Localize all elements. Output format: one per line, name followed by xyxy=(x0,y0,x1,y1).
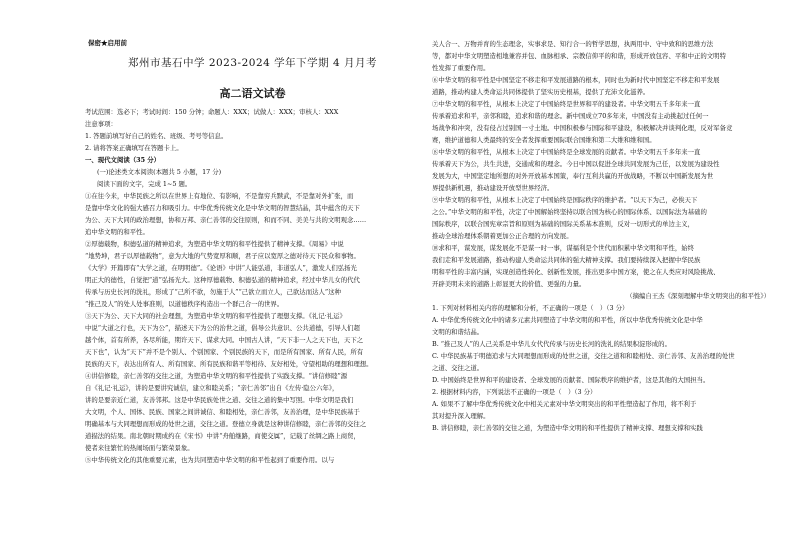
right-text-line: D. 中国始终是世界和平的建设者、全球发展的贡献者、国际秩序的维护者，这是其他的大国担当。 xyxy=(432,376,710,384)
left-text-line: 讲的是要亲近仁道，友善邻邦。这是中华民族处世之道、交往之道的集中写照。中华文明是我们 xyxy=(85,396,354,404)
note-1: 1. 答题前填写好自己的姓名、班级、考号等信息。 xyxy=(85,132,228,140)
left-text-line: 追中华文明的和平性。 xyxy=(85,228,149,236)
right-text-line: ⑥中华文明的和平性是中国坚定不移走和平发展道路的根本，同时也为新时代中国坚定不移走和平发展 xyxy=(432,76,720,84)
right-text-line: （摘编自王杰《深刻理解中华文明突出的和平性》） xyxy=(626,292,770,300)
section-instruction: 阅读下面的文字，完成 1~5 题。 xyxy=(97,180,192,188)
left-text-line: ①在往今来，中华民族之所以在世界上有地位、有影响，不是靠穷兵黩武，不是靠对外扩张，而 xyxy=(85,192,354,200)
right-text-line: ⑧中华文明的和平性，从根本上决定了中国始终是全球发展的贡献者。中华文明五千多年来一直 xyxy=(432,148,701,156)
left-text-line: 为公、天下大同的政治理想，协和万邦、亲仁善邻的交往原则，和而不同、美美与共的文明观念…… xyxy=(85,216,367,224)
right-text-line: 传承着追求和平，亲邻和睦，追求和谐的理念。新中国成立70多年来，中国没有主动挑起过任何一 xyxy=(432,112,709,120)
right-text-line: 性发挥了重要作用。 xyxy=(432,64,490,72)
right-text-line: 2. 根据材料内容，下列说法不正确的一项是（ ）（3 分） xyxy=(432,388,597,396)
left-text-line: 大文明，个人、国体、民族、国家之间讲诚信、和睦相处，亲仁善邻，友善治理，是中华民族基于 xyxy=(85,408,360,416)
right-text-line: 道路，推动构建人类命运共同体提供了坚实历史根基，提供了充沛文化滋养。 xyxy=(432,88,650,96)
right-text-line: B. 讲信修睦，亲仁善邻的交往之道，为塑造中华文明的和平性提供了精神支撑、理想支撑和实践 xyxy=(432,424,703,432)
exam-info xyxy=(85,106,420,190)
left-text-line: ④讲信修睦，亲仁善邻的交往之道，为塑造中华文明的和平性提供了实践支撑。“讲信修睦”源 xyxy=(85,372,348,380)
left-text-line: 道描法的结果。南北朝时期成约在《宋书》中讲“舟舶继路，商使交属”，记载了丝绸之路上商贸， xyxy=(85,432,360,440)
right-text-line: 文明的和谐结晶。 xyxy=(432,328,484,336)
right-text-line: 1. 下列对材料相关内容的理解和分析，不正确的一项是（ ）（3 分） xyxy=(432,304,629,312)
right-text-line: 界提供新机遇，推动建设开放型世界经济。 xyxy=(432,184,554,192)
right-text-line: ⑦中华文明的和平性，从根本上决定了中国始终是世界和平的建设者。中华文明五千多年来一直 xyxy=(432,100,701,108)
left-text-line: 天下也”，认为“天下”并不是个别人、个别国家、个别民族的天下，而是所有国家、所有人民，所有 xyxy=(85,348,364,356)
notes-title: 注意事项： xyxy=(85,120,117,128)
left-text-line: ②厚德载物，积德弘道的精神追求，为塑造中华文明的和平性提供了精神支撑。《周易》中说 xyxy=(85,240,344,248)
section-subheading: (一)论述类文本阅读(本题共 5 小题，17 分) xyxy=(97,168,222,176)
left-text-line: ⑤中华传统文化的其他重要元素，也为共同塑造中华文明的和平性起到了重要作用。以与 xyxy=(85,456,335,464)
right-text-line: 等，都对中华文明塑造相地兼容并包、血脉相承、宗教信仰平的和谐，形成开放包容、平和中正的文明特 xyxy=(432,52,726,60)
left-text-line: 越个体，首有所养，各尽所能，期许天下、谋求大同。中国古人讲，“天下非一人之天下也，天下之 xyxy=(85,336,364,344)
left-text-line: “地势坤，君子以厚德载物”，意为大地的气势宽厚和顺，君子应以宽厚之德对待天下民众和事物。 xyxy=(85,252,360,260)
right-text-line: 明和平性的丰富内涵，实现创造性转化、创新性发展，推出更多中国方案，使之在人类应对风险挑战、 xyxy=(432,268,720,276)
left-text-line: 中说“大道之行也，天下为公”，描述天下为公的治世之道，倡导公共意识、公共道德，引导人们超 xyxy=(85,324,360,332)
right-text-line: 场战争和冲突，没有侵占过别国一寸土地。中国积极参与国际和平建设，积极解决并谈判化理，反对军备竞 xyxy=(432,124,733,132)
left-text-line: 是靠中华文化的强大感召力和吸引力。中华优秀传统文化是中华文明的智慧结晶，其中蕴含的天下 xyxy=(85,204,360,212)
left-column-text xyxy=(85,190,420,466)
left-text-line: 使者来往繁忙的热闹场面与繁荣景象。 xyxy=(85,444,194,452)
left-text-line: 自《礼记·礼运》，讲的是要讲究诚信，建立和睦关系；“亲仁善邻”出自《左传·隐公六年》， xyxy=(85,384,339,392)
left-text-line: 传承与历史长河的洗礼，形成了“己所不欲，勿施于人”“己欲立而立人，己欲达而达人”这种 xyxy=(85,288,341,296)
right-text-line: 发展为大，中国坚定地所想的对外开放基本国策，奉行互利共赢的开放战略，不断以中国新发展为世 xyxy=(432,172,714,180)
left-text-line: 《大学》开篇即有“大学之道，在明明德”。《论语》中讲“人能弘道，非道弘人”，激发人们弘扬光 xyxy=(85,264,357,272)
exam-title: 郑州市基石中学 2023-2024 学年下学期 4 月月考 xyxy=(127,57,378,69)
confidential-mark: 保密★启用前 xyxy=(88,39,127,47)
right-text-line: 开辟美明未来的道路上彰显更大的价值、更强的力量。 xyxy=(432,280,586,288)
section-heading: 一、现代文阅读（35 分） xyxy=(85,156,161,164)
left-text-line: 明确基本与大同理想而形成的处世之道，交往之道。登德立身就是这种讲信修睦，亲仁善邻的交往之 xyxy=(85,420,367,428)
right-text-line: A. 如果不了解中华优秀传统文化中相关元素对中华文明突出的和平性塑造起了作用，将不利于 xyxy=(432,400,697,408)
right-text-line: 赛，维护道德和人类最终的安全者发挥重要国际联合国维和第二大维和维和国。 xyxy=(432,136,656,144)
right-text-line: C. 中华民族基于明德追求与大同理想而形成的处世之道，交往之道和和睦相处、亲仁善邻、友善治理的处世 xyxy=(432,352,735,360)
note-2: 2. 请将答案正确填写在答题卡上。 xyxy=(85,144,183,152)
exam-info-line: 考试范围：选必下；考试时间：150 分钟；命题人：XXX；试做人：XXX；审核人：XXX xyxy=(85,108,339,116)
left-text-line: 明正大的德性，自觉把“道”弘扬光大。这种厚德载物、积德弘道的精神追求，经过中华儿女的代代 xyxy=(85,276,360,284)
right-text-line: ⑨中华文明的和平性，从根本上决定了中国始终是国际秩序的维护者。“以天下为己，必俟天下 xyxy=(432,196,698,204)
right-text-line: 推动全球治理体系朝着更加公正合理的方向发展。 xyxy=(432,232,573,240)
left-text-line: ③天下为公、天下大同的社会理想，为塑造中华文明的和平性提供了理想支撑。《礼记·礼运》 xyxy=(85,312,346,320)
left-text-line: “推己及人”的处人处事准则，以道德秩序构造出一个群己合一的世界。 xyxy=(85,300,284,308)
right-text-line: 之道、交往之道。 xyxy=(432,364,484,372)
right-text-line: ⑩求和平，谋发展，谋发展化不是谋一时一事，谋福利是个世代而积累中华文明和平性，始终 xyxy=(432,244,695,252)
right-text-line: B. “推己及人”的人己关系是中华儿女代代传承与历史长河的洗礼的结果积淀形成的。 xyxy=(432,340,671,348)
right-text-line: A. 中华优秀传统文化中的诸多元素共同塑造了中华文明的和平性，所以中华优秀传统文化是中华 xyxy=(432,316,703,324)
right-text-line: 我们走和平发展道路，推动构建人类命运共同体的强大精神支撑。我们要持续深入把握中华民族 xyxy=(432,256,701,264)
right-text-line: 传承着天下为公，共生共进，交通成和的理念。今日中国以促进全球共同发展为己任，以发展为建设性 xyxy=(432,160,720,168)
right-text-line: 其对提升深入理解。 xyxy=(432,412,490,420)
right-column-text xyxy=(432,38,770,434)
right-text-line: 之公。”中华文明的和平性，决定了中国解始终坚持以联合国为核心的国际体系、以国际法为基础的 xyxy=(432,208,707,216)
right-text-line: 国际秩序，以联合国宪章宗旨和原则为基础的国际关系基本准则，反对一切形式的单边主义， xyxy=(432,220,695,228)
paper-title: 高二语文试卷 xyxy=(219,87,286,100)
right-text-line: 关人合一、万物并育的生态理念，实事求是、知行合一的哲学思想，执两用中、守中致和的思维方法 xyxy=(432,40,714,48)
left-text-line: 民族的天下，表达出所有人、所有国家、所有民族和谐平等相待、友好相处，守望相助的理想和理想。 xyxy=(85,360,373,368)
